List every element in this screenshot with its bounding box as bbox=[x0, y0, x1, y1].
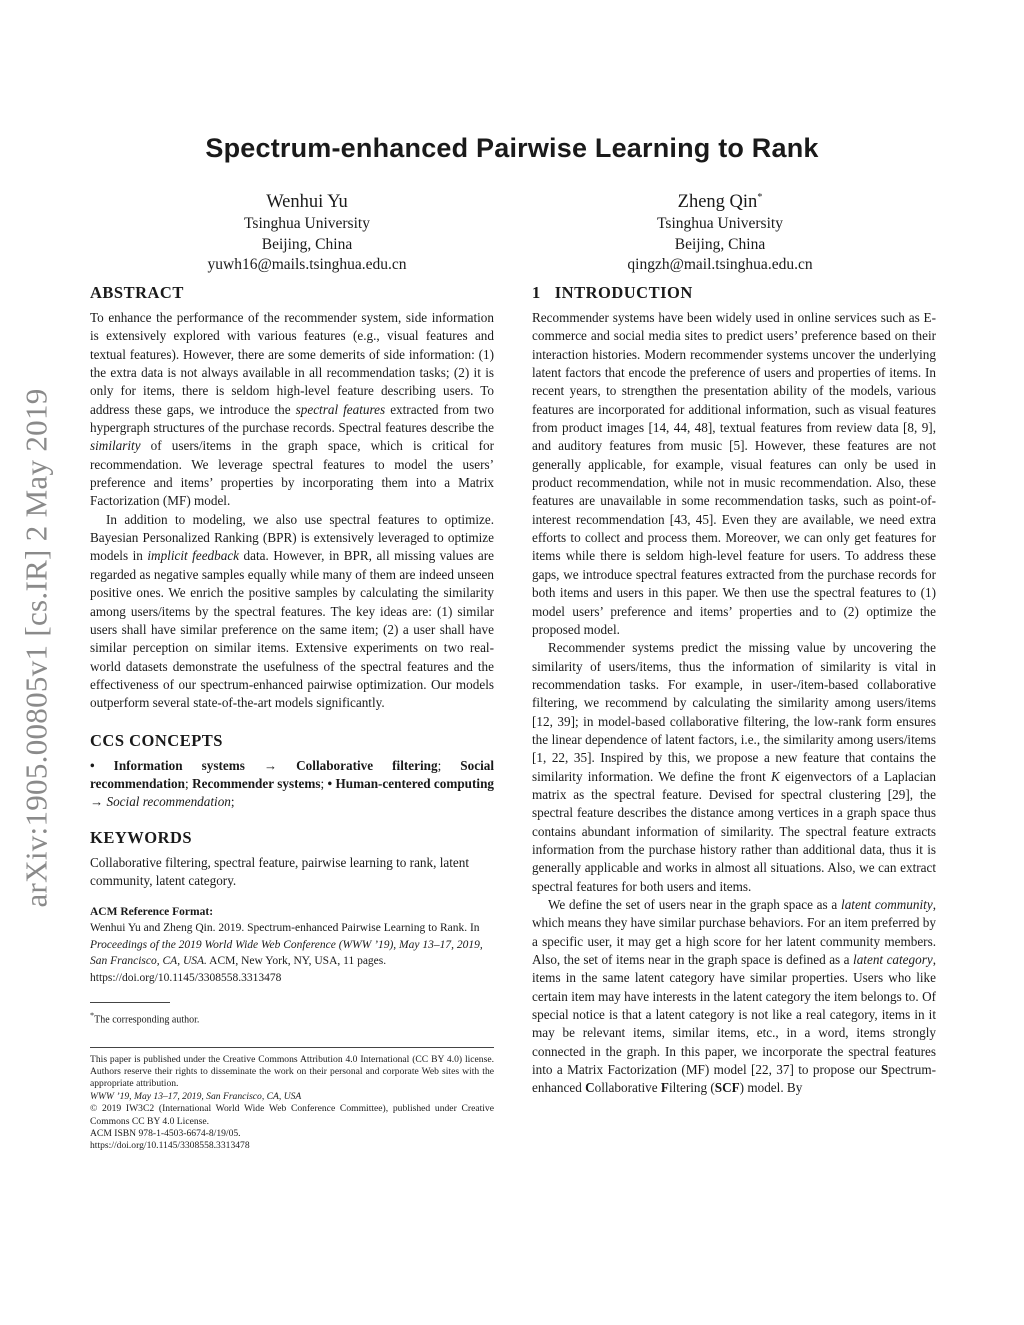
right-column bbox=[532, 283, 936, 1098]
license-block bbox=[90, 1054, 494, 1153]
author-name: Zheng Qin* bbox=[677, 192, 763, 213]
license-isbn: ACM ISBN 978-1-4503-6674-8/19/05. bbox=[90, 1128, 241, 1140]
author-location: Beijing, China bbox=[261, 235, 353, 253]
footnote: *The corresponding author. bbox=[90, 1011, 200, 1026]
ccs-heading: CCS CONCEPTS bbox=[90, 730, 223, 750]
license-venue: WWW ’19, May 13–17, 2019, San Francisco, CA, USA bbox=[90, 1090, 302, 1102]
abstract-heading: ABSTRACT bbox=[90, 283, 184, 302]
keywords-text: Collaborative filtering, spectral feature, pairwise learning to rank, latent community, latent category. bbox=[90, 854, 469, 888]
author-affiliation: Tsinghua University bbox=[657, 215, 783, 233]
author-email[interactable]: yuwh16@mails.tsinghua.edu.cn bbox=[207, 256, 407, 274]
arxiv-stamp bbox=[12, 360, 62, 935]
reference-format-heading: ACM Reference Format: bbox=[90, 906, 214, 919]
reference-format-text: Wenhui Yu and Zheng Qin. 2019. Spectrum-enhanced Pairwise Learning to Rank. In Proceedings of the 2019 World Wide Web Conference (WWW ’19), May 13–17, 2019, San Francisco, CA, USA. ACM, New York, NY, USA, 11 pages. https://doi.org/10.1145/3308558.3313478 bbox=[90, 922, 483, 984]
license-copyright: © 2019 IW3C2 (International World Wide Web Conference Committee), published under Creative Commons CC BY 4.0 License. bbox=[90, 1103, 494, 1127]
author-email[interactable]: qingzh@mail.tsinghua.edu.cn bbox=[627, 256, 813, 274]
author-block-1 bbox=[142, 186, 472, 276]
license-doi[interactable]: https://doi.org/10.1145/3308558.3313478 bbox=[90, 1140, 250, 1152]
ccs-concepts: • Information systems → Collaborative filtering; Social recommendation; Recommender systems; • Human-centered computing → Social recommendation; bbox=[90, 757, 494, 810]
arxiv-stamp-text: arXiv:1905.00805v1 [cs.IR] 2 May 2019 bbox=[19, 387, 54, 908]
license-statement: This paper is published under the Creative Commons Attribution 4.0 International (CC BY 4.0) license. Authors reserve their rights to disseminate the work on their personal and corporate Web sites with the appropriate attribution. bbox=[90, 1053, 494, 1090]
intro-paragraph-2: Recommender systems predict the missing value by uncovering the similarity of users/items, thus the information of similarity is vital in recommendation tasks. For example, in user-/item-based collaborative filtering, we recommend by calculating the similarity among users/items [12, 39]; in model-based collaborative filtering, the low-rank form ensures the linear dependence of latent factors, i.e., the similarity among users/items [1, 22, 35]. Inspired by this, we propose a new feature that contains the similarity information. We define the front K eigenvectors of a Laplacian matrix as the spectral feature. Devised for spectral clustering [29], the spectral feature describes the distance among vertices in a graph space thus contains abundant information of similarity. The spectral feature extracts information from the purchase history rather than additional data, thus it is generally applicable and works in almost all situations. Also, we can extract spectral features for both users and items. bbox=[532, 640, 936, 894]
author-location: Beijing, China bbox=[674, 235, 766, 253]
author-name: Wenhui Yu bbox=[266, 192, 348, 213]
abstract-paragraph-2: In addition to modeling, we also use spectral features to optimize. Bayesian Personalized Ranking (BPR) is extensively leveraged to optimize models in implicit feedback data. However, in BPR, all missing values are regarded as negative samples equally while many of them are indeed unseen positive ones. We enrich the positive samples by calculating the similarity among users/items by the spectral features. The key ideas are: (1) similar users shall have similar preference on the same item; (2) a user shall have similar perception on similar items. Extensive experiments on two real-world datasets demonstrate the usefulness of the spectral features and the effectiveness of our spectrum-enhanced pairwise optimization. Our models outperform several state-of-the-art models significantly. bbox=[90, 511, 494, 711]
intro-paragraph-1: Recommender systems have been widely used in online services such as E-commerce and social media sites to predict users’ preference based on their interaction histories. Modern recommender systems uncover the underlying latent factors that encode the preference of users and properties of items. In recent years, to strengthen the presentation ability of the models, various features are incorporated for additional information, such as visual features from product images [14, 44, 48], textual features from review data [8, 9], and auditory features from music [5]. However, these features are not generally applicable, for example, visual features can only be used in product recommendation, while not in music recommendation. Also, these features are unavailable in some recommendation tasks, such as point-of-interest recommendation [43, 45]. Even they are available, we need extra efforts to collect and process them. Moreover, we can only get features for items while there is seldom high-level feature for users. To address these gaps, we introduce spectral features extracted from the purchase records for both items and users in this paper. We then use the spectral features to (1) model users’ preference and items’ properties and to (2) optimize the proposed model. bbox=[532, 310, 936, 637]
paper-title: Spectrum-enhanced Pairwise Learning to Rank bbox=[205, 133, 819, 163]
author-block-2 bbox=[555, 186, 885, 276]
left-column bbox=[90, 283, 494, 1153]
license-divider bbox=[90, 1047, 494, 1048]
intro-heading: 1 INTRODUCTION bbox=[532, 283, 693, 302]
intro-paragraph-3: We define the set of users near in the graph space as a latent community, which means they have similar purchase behaviors. For an item preferred by a specific user, it may get a high score for her latent community members. Also, the set of items near in the graph space is defined as a latent category, items in the same latent category have similar properties. Users who like certain item may have interests in the latent category the item belongs to. Of special notice is that a latent category is not like a real category, items in it may be relevant items, similar items, etc., in a word, items strongly connected in the graph. In this paper, we incorporate the spectral features into a Matrix Factorization (MF) model [22, 37] to propose our Spectrum-enhanced Collaborative Filtering (SCF) model. By bbox=[532, 897, 937, 1096]
footnote-divider bbox=[90, 1002, 170, 1003]
keywords-heading: KEYWORDS bbox=[90, 827, 193, 847]
abstract-paragraph-1: To enhance the performance of the recommender system, side information is extensively explored with various features (e.g., visual features and textual features). However, there are some demerits of side information: (1) the extra data is not always available in all recommendation tasks; (2) it is only for items, there is seldom high-level feature describing users. To address these gaps, we introduce the spectral features extracted from two hypergraph structures of the purchase records. Spectral features describe the similarity of users/items in the graph space, which is critical for recommendation. We leverage spectral features to model the users’ preference and items’ properties by incorporating them into a Matrix Factorization (MF) model. bbox=[90, 310, 494, 509]
author-affiliation: Tsinghua University bbox=[244, 215, 370, 233]
